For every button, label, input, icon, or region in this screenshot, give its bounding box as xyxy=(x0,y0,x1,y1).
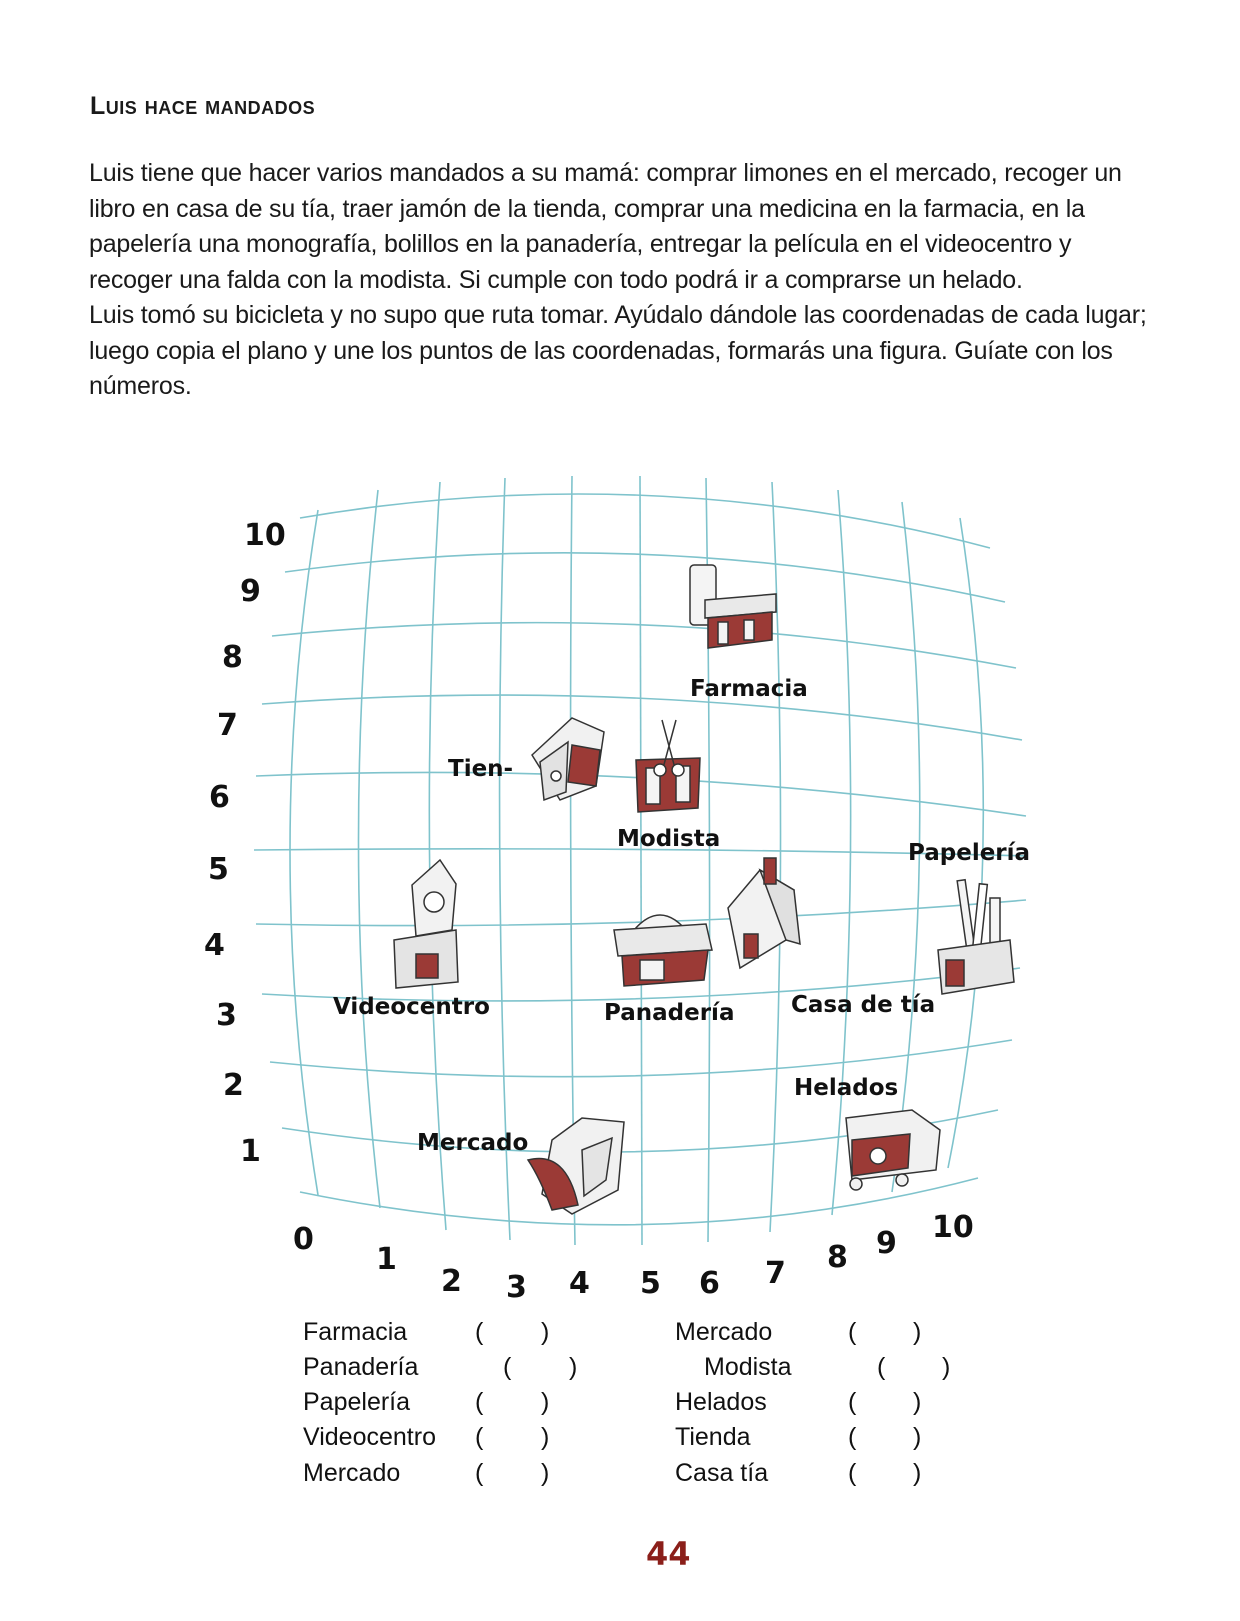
answer-close-paren: ) xyxy=(913,1459,922,1487)
answer-row xyxy=(675,1318,772,1347)
casa-tia-building-icon xyxy=(728,858,800,968)
panaderia-building-icon xyxy=(614,915,712,986)
x-axis-label-4: 4 xyxy=(569,1266,590,1301)
answer-close-paren: ) xyxy=(913,1423,922,1451)
answer-row xyxy=(675,1388,767,1417)
x-axis-label-8: 8 xyxy=(827,1240,848,1275)
answer-open-paren: ( xyxy=(475,1388,484,1416)
y-axis-label-7: 7 xyxy=(217,708,238,743)
answer-row xyxy=(675,1423,751,1452)
farmacia-label: Farmacia xyxy=(690,676,808,702)
y-axis-label-2: 2 xyxy=(223,1068,244,1103)
mercado-label: Mercado xyxy=(417,1130,529,1156)
answer-row xyxy=(303,1423,436,1452)
y-axis-label-10: 10 xyxy=(244,518,286,553)
answer-close-paren: ) xyxy=(913,1318,922,1346)
answer-open-paren: ( xyxy=(877,1353,886,1381)
helados-label: Helados xyxy=(794,1075,899,1101)
modista-label: Modista xyxy=(617,826,721,852)
x-axis-label-1: 1 xyxy=(376,1242,397,1277)
answer-label: Videocentro xyxy=(303,1423,436,1451)
y-axis-label-9: 9 xyxy=(240,574,261,609)
y-axis-label-4: 4 xyxy=(204,928,225,963)
answer-open-paren: ( xyxy=(475,1423,484,1451)
x-axis-label-6: 6 xyxy=(699,1266,720,1301)
videocentro-label: Videocentro xyxy=(333,994,490,1020)
x-axis-label-2: 2 xyxy=(441,1264,462,1299)
videocentro-building-icon xyxy=(394,860,458,988)
modista-building-icon xyxy=(636,720,700,812)
answer-label: Helados xyxy=(675,1388,767,1416)
y-axis-label-3: 3 xyxy=(216,998,237,1033)
answer-close-paren: ) xyxy=(541,1318,550,1346)
farmacia-building-icon xyxy=(690,565,776,648)
answer-label: Modista xyxy=(704,1353,792,1381)
y-axis-label-6: 6 xyxy=(209,780,230,815)
tienda-building-icon xyxy=(532,718,604,800)
x-axis-label-9: 9 xyxy=(876,1226,897,1261)
x-axis-label-5: 5 xyxy=(640,1266,661,1301)
panaderia-label: Panadería xyxy=(604,1000,735,1026)
answer-open-paren: ( xyxy=(848,1423,857,1451)
answer-close-paren: ) xyxy=(541,1423,550,1451)
x-axis-label-7: 7 xyxy=(765,1256,786,1291)
answer-open-paren: ( xyxy=(503,1353,512,1381)
answer-row xyxy=(303,1353,418,1382)
answer-row xyxy=(704,1353,792,1382)
answer-open-paren: ( xyxy=(848,1318,857,1346)
page-title: Luis hace mandados xyxy=(90,92,316,120)
intro-paragraph-1: Luis tiene que hacer varios mandados a su mamá: comprar limones en el mercado, recoger un libro en casa de su tía, traer jamón de la tienda, comprar una medicina en la farmacia, en la papelería una monografía, bolillos en la panadería, entregar la película en el videocentro y recoger una falda con la modista. Si cumple con todo podrá ir a comprarse un helado. xyxy=(89,159,1122,294)
answer-open-paren: ( xyxy=(848,1459,857,1487)
intro-paragraph-2: Luis tomó su bicicleta y no supo que ruta tomar. Ayúdalo dándole las coordenadas de cada lugar; luego copia el plano y une los puntos de las coordenadas, formarás una figura. Guíate con los números. xyxy=(89,301,1147,400)
answer-open-paren: ( xyxy=(475,1459,484,1487)
answer-close-paren: ) xyxy=(942,1353,951,1381)
answer-open-paren: ( xyxy=(475,1318,484,1346)
helados-building-icon xyxy=(846,1110,940,1190)
answer-row xyxy=(675,1459,768,1488)
x-axis-label-3: 3 xyxy=(506,1270,527,1305)
y-axis-label-8: 8 xyxy=(222,640,243,675)
x-axis-label-10: 10 xyxy=(932,1210,974,1245)
y-axis-label-5: 5 xyxy=(208,852,229,887)
answer-row xyxy=(303,1388,410,1417)
answer-row xyxy=(303,1459,400,1488)
casa-tia-label: Casa de tía xyxy=(791,992,936,1018)
page-number: 44 xyxy=(646,1535,691,1573)
answer-label: Mercado xyxy=(675,1318,773,1346)
answer-close-paren: ) xyxy=(913,1388,922,1416)
papeleria-label: Papelería xyxy=(908,840,1031,866)
answer-label: Panadería xyxy=(303,1353,419,1381)
answer-label: Papelería xyxy=(303,1388,411,1416)
papeleria-building-icon xyxy=(938,880,1014,994)
answer-label: Mercado xyxy=(303,1459,401,1487)
y-axis-label-1: 1 xyxy=(240,1134,261,1169)
answer-row xyxy=(303,1318,407,1347)
mercado-building-icon xyxy=(528,1118,624,1214)
answer-close-paren: ) xyxy=(541,1388,550,1416)
answer-label: Tienda xyxy=(675,1423,751,1451)
answer-open-paren: ( xyxy=(848,1388,857,1416)
answer-label: Farmacia xyxy=(303,1318,408,1346)
answer-close-paren: ) xyxy=(569,1353,578,1381)
answer-label: Casa tía xyxy=(675,1459,769,1487)
x-axis-label-0: 0 xyxy=(293,1222,314,1257)
tienda-label: Tien- xyxy=(448,756,514,782)
answer-close-paren: ) xyxy=(541,1459,550,1487)
